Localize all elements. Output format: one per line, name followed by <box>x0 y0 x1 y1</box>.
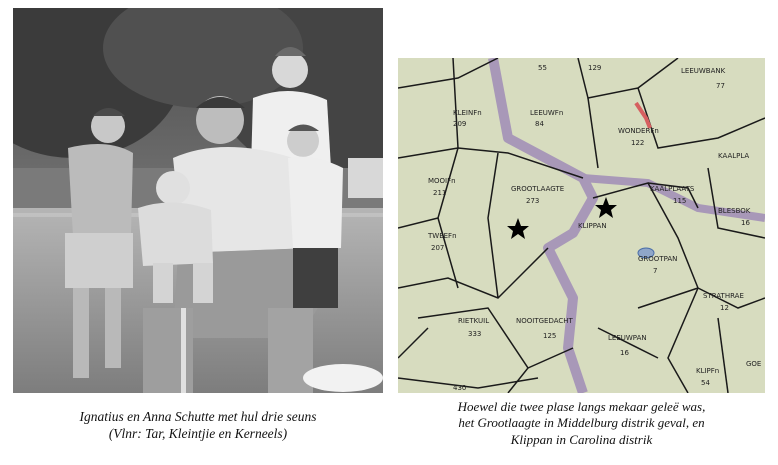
farm-number-tweefn: 207 <box>431 244 445 252</box>
farm-label-klippan: KLIPPAN <box>578 222 607 230</box>
farm-number-nooitgedacht: 125 <box>543 332 557 340</box>
map-caption-line-2: het Grootlaagte in Middelburg distrik geval, en <box>458 415 705 431</box>
farm-label-kaalpla: KAALPLA <box>718 152 750 160</box>
photo-caption-line-2: (Vlnr: Tar, Kleintjie en Kerneels) <box>108 425 288 441</box>
farm-label-leeuwpan: LEEUWPAN <box>608 334 647 342</box>
top-number-1: 55 <box>538 64 547 72</box>
family-photo <box>13 8 383 393</box>
farm-label-kaalplaats: KAALPLAATS <box>650 185 695 193</box>
farm-label-tweefn: TWEEFn <box>428 232 457 240</box>
map-caption-line-1: Hoewel die twee plase langs mekaar geleë was, <box>457 399 706 414</box>
farm-number-strathrae: 12 <box>720 304 729 312</box>
farm-map-drawing <box>398 58 765 393</box>
farm-number-grootpan: 7 <box>653 267 658 275</box>
farm-label-grootpan: GROOTPAN <box>638 255 678 263</box>
farm-number-kleinfn: 209 <box>453 120 467 128</box>
farm-number-klipfn: 54 <box>701 379 710 387</box>
farm-label-kleinfn: KLEINFn <box>453 109 482 117</box>
farm-number-wonderfn: 122 <box>631 139 645 147</box>
farm-label-nooitgedacht: NOOITGEDACHT <box>516 317 573 325</box>
top-number-2: 129 <box>588 64 602 72</box>
farm-number-leeuwbank: 77 <box>716 82 725 90</box>
farm-label-strathrae: STRATHRAE <box>703 292 744 300</box>
photo-caption <box>13 409 383 443</box>
farm-number-leeuwfn: 84 <box>535 120 544 128</box>
farm-number-kaalplaats: 115 <box>673 197 687 205</box>
farm-number-mooifn: 211 <box>433 189 447 197</box>
farm-number-grootlaagte: 273 <box>526 197 540 205</box>
family-photo-drawing <box>13 8 383 393</box>
farm-label-goe: GOE <box>746 360 762 368</box>
farm-label-leeuwfn: LEEUWFn <box>530 109 564 117</box>
farm-label-klipfn: KLIPFn <box>696 367 720 375</box>
farm-number-blesbok: 16 <box>741 219 750 227</box>
bottom-number-1: 430 <box>453 384 467 392</box>
farm-number-rietkuil: 333 <box>468 330 482 338</box>
farm-number-leeuwpan: 16 <box>620 349 629 357</box>
photo-caption-line-1: Ignatius en Anna Schutte met hul drie seuns <box>79 409 317 424</box>
farm-label-rietkuil: RIETKUIL <box>458 317 490 325</box>
map-caption <box>398 399 765 448</box>
farm-label-grootlaagte: GROOTLAAGTE <box>511 185 565 193</box>
farm-label-mooifn: MOOIFn <box>428 177 456 185</box>
farm-map <box>398 58 765 393</box>
farm-label-wonderfn: WONDERFn <box>618 127 659 135</box>
farm-label-leeuwbank: LEEUWBANK <box>681 67 726 75</box>
farm-label-blesbok: BLESBOK <box>718 207 751 215</box>
map-caption-line-3: Klippan in Carolina distrik <box>510 431 653 447</box>
